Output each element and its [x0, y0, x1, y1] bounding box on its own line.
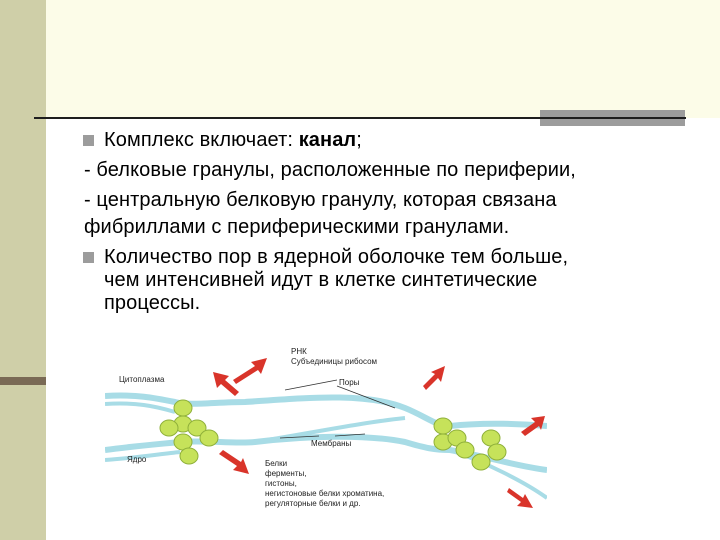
bullet-1-prefix: Комплекс включает:: [104, 129, 299, 151]
label-pores: Поры: [339, 378, 360, 387]
label-nonhistone: негистоновые белки хроматина,: [265, 489, 385, 498]
bullet-1-suffix: ;: [356, 129, 362, 151]
title-area: [46, 0, 720, 118]
label-enzymes: ферменты,: [265, 469, 307, 478]
label-regulatory: регуляторные белки и др.: [265, 499, 361, 508]
sidebar-divider: [0, 377, 46, 385]
bullet-2-line-2: чем интенсивней идут в клетке синтетические: [104, 269, 538, 291]
label-ribosome: Субъединицы рибосом: [291, 357, 378, 366]
label-rna: РНК: [291, 347, 307, 356]
title-rule: [34, 117, 686, 119]
left-sidebar-band: [0, 0, 46, 540]
text-line-3: - центральную белковую гранулу, которая связана: [84, 189, 557, 211]
label-histones: гистоны,: [265, 479, 297, 488]
label-cytoplasm: Цитоплазма: [119, 375, 165, 384]
text-line-2: - белковые гранулы, расположенные по периферии,: [84, 159, 576, 181]
bullet-2-line-3: процессы.: [104, 292, 201, 314]
label-membranes: Мембраны: [311, 439, 352, 448]
text-line-4: фибриллами с периферическими гранулами.: [84, 216, 510, 238]
bullet-1-text: [104, 129, 362, 152]
bullet-square-icon: [83, 135, 94, 146]
nuclear-pore-diagram: [105, 338, 547, 528]
bullet-1-bold: канал: [298, 129, 357, 151]
label-nucleus: Ядро: [127, 455, 147, 464]
bullet-2-line-1: Количество пор в ядерной оболочке тем больше,: [104, 246, 569, 268]
label-proteins: Белки: [265, 459, 288, 468]
bullet-square-icon: [83, 252, 94, 263]
